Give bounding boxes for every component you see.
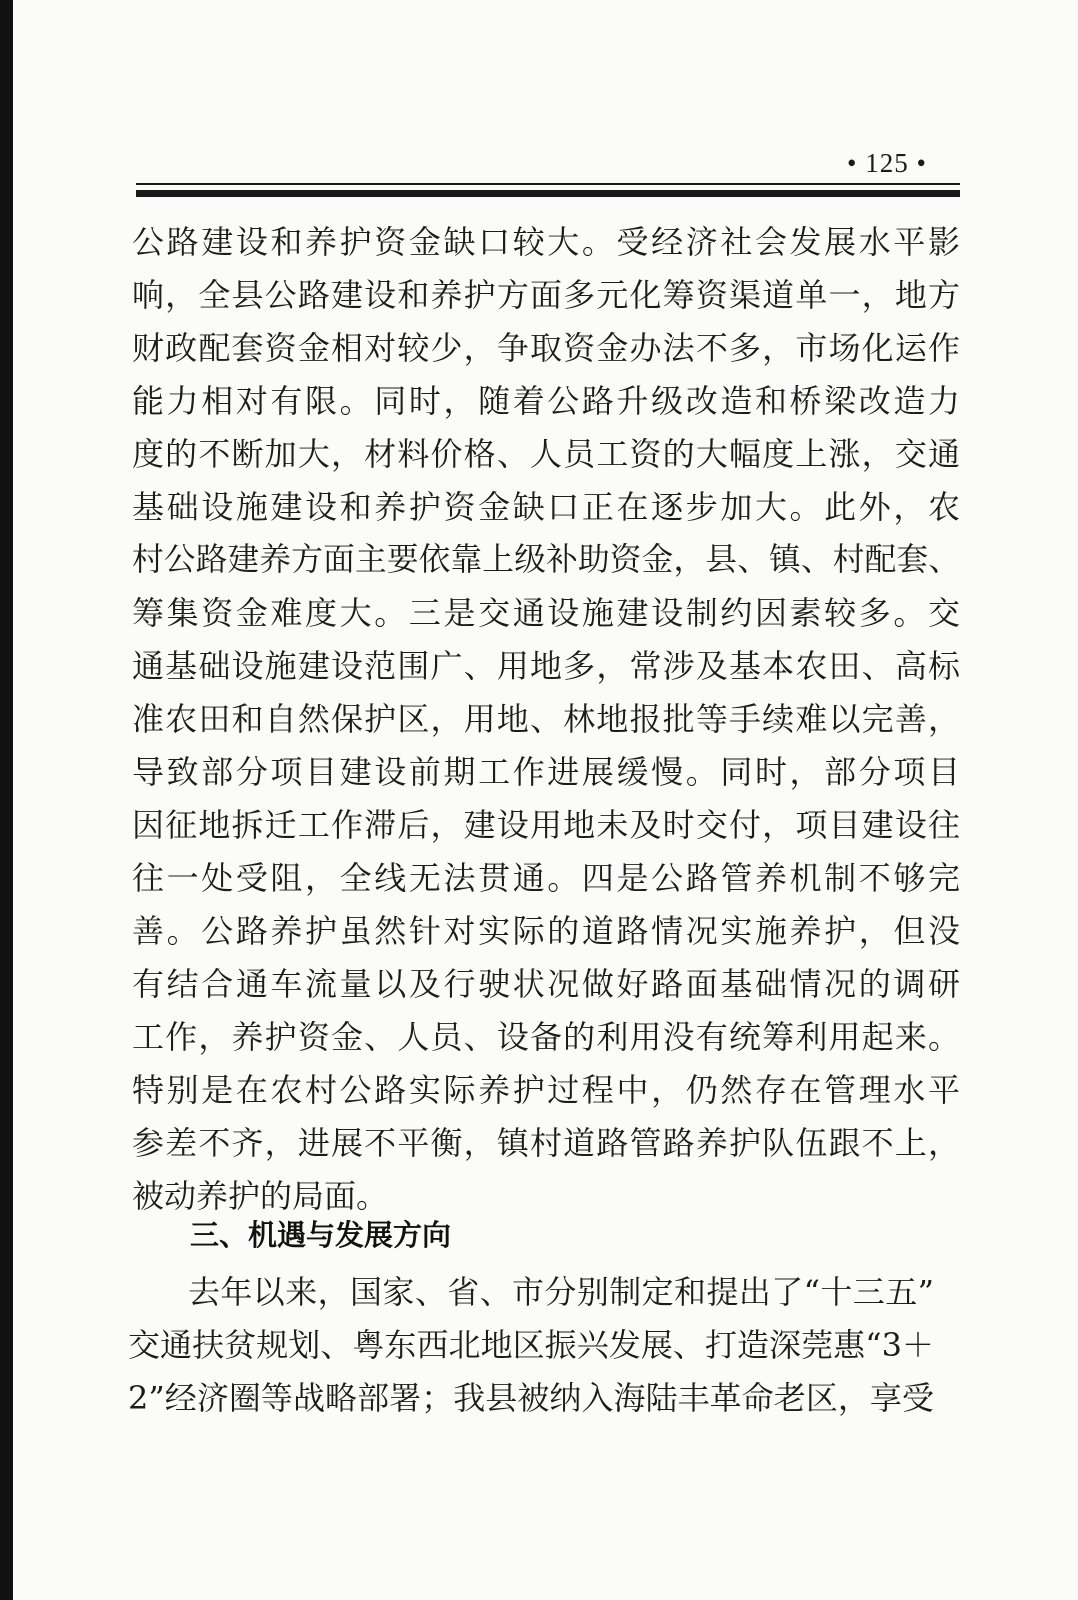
page-number: • 125 • <box>847 148 927 178</box>
text-line: 有结合通车流量以及行驶状况做好路面基础情况的调研 <box>132 965 960 1003</box>
scan-border <box>0 0 13 1600</box>
text-line: 参差不齐，进展不平衡，镇村道路管路养护队伍跟不上， <box>132 1124 960 1162</box>
text-line: 2”经济圈等战略部署；我县被纳入海陆丰革命老区，享受 <box>128 1379 934 1417</box>
text-line: 被动养护的局面。 <box>132 1177 389 1215</box>
text-line: 交通扶贫规划、粤东西北地区振兴发展、打造深莞惠“3＋ <box>128 1326 934 1364</box>
text-line: 公路建设和养护资金缺口较大。受经济社会发展水平影 <box>132 223 960 261</box>
text-line: 准农田和自然保护区，用地、林地报批等手续难以完善， <box>132 700 960 738</box>
text-line: 响，全县公路建设和养护方面多元化筹资渠道单一，地方 <box>132 276 960 314</box>
text-line: 通基础设施建设范围广、用地多，常涉及基本农田、高标 <box>132 647 960 685</box>
text-line: 度的不断加大，材料价格、人员工资的大幅度上涨，交通 <box>132 435 960 473</box>
header-rule-thick <box>136 190 960 197</box>
paragraph-opportunities <box>128 1266 934 1425</box>
text-line: 村公路建养方面主要依靠上级补助资金，县、镇、村配套、 <box>132 542 960 578</box>
section-heading: 三、机遇与发展方向 <box>190 1218 452 1252</box>
text-line: 往一处受阻，全线无法贯通。四是公路管养机制不够完 <box>132 859 960 897</box>
text-line: 去年以来，国家、省、市分别制定和提出了“十三五” <box>188 1273 934 1311</box>
header-rule-thin <box>136 183 960 185</box>
text-line: 因征地拆迁工作滞后，建设用地未及时交付，项目建设往 <box>132 806 960 844</box>
paragraph-continued <box>132 216 960 1223</box>
text-line: 导致部分项目建设前期工作进展缓慢。同时，部分项目 <box>132 753 960 791</box>
text-line: 筹集资金难度大。三是交通设施建设制约因素较多。交 <box>132 594 960 632</box>
text-line: 善。公路养护虽然针对实际的道路情况实施养护，但没 <box>132 912 960 950</box>
text-line: 特别是在农村公路实际养护过程中，仍然存在管理水平 <box>132 1071 960 1109</box>
text-line: 基础设施建设和养护资金缺口正在逐步加大。此外，农 <box>132 488 960 526</box>
text-line: 能力相对有限。同时，随着公路升级改造和桥梁改造力 <box>132 382 960 420</box>
text-line: 财政配套资金相对较少，争取资金办法不多，市场化运作 <box>132 329 960 367</box>
text-line: 工作，养护资金、人员、设备的利用没有统筹利用起来。 <box>132 1018 960 1056</box>
